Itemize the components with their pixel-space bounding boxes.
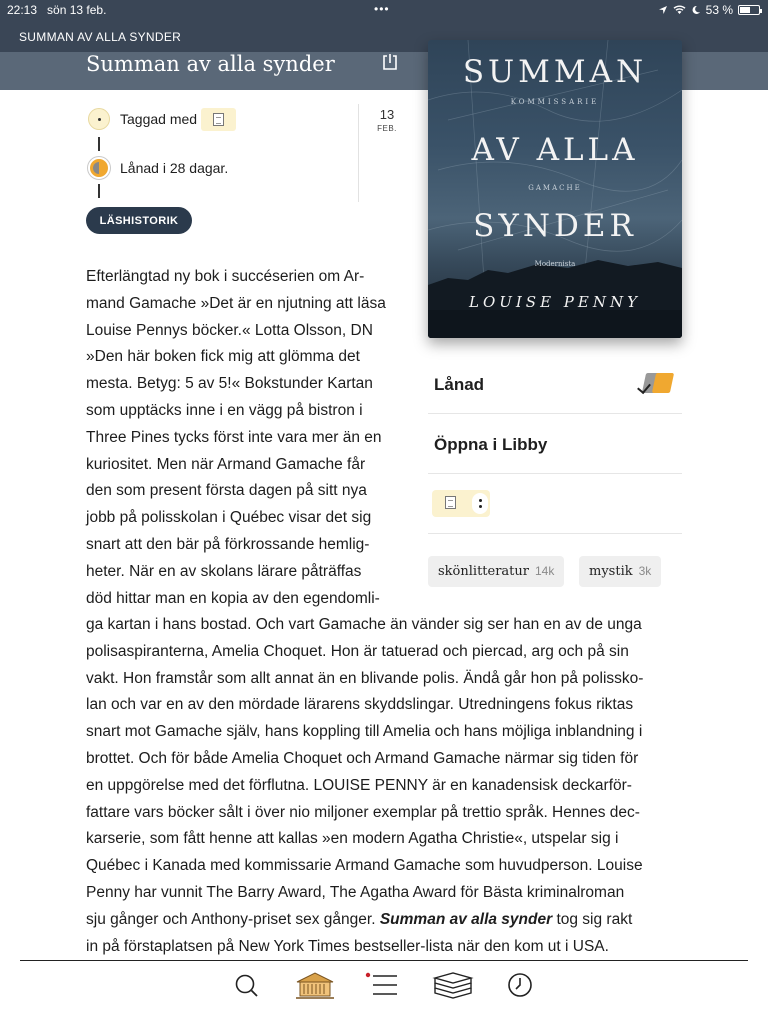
loan-check-icon [644,373,674,395]
status-time [7,3,106,17]
divider [358,104,359,202]
search-tab[interactable] [232,970,272,1004]
loan-status-row[interactable] [428,354,682,414]
menu-tab[interactable] [364,970,404,1004]
open-in-libby-label: Öppna i Libby [434,435,548,454]
description-line: mesta. Betyg: 5 av 5!« Bokstunder Kartan [86,375,373,393]
description-line: Louise Pennys böcker.« Lotta Olsson, DN [86,321,373,339]
description-line [86,907,686,934]
description-line: brottet. Och för både Amelia Choquet och Armand Gamache närmar sig tiden för [86,749,639,767]
tag-pill[interactable] [432,490,490,517]
moon-icon [691,5,701,15]
more-options-icon[interactable] [472,493,488,514]
tag-chip[interactable] [201,108,236,131]
genre-tag[interactable] [579,556,661,587]
genre-tag[interactable] [428,556,564,587]
cover-publisher: Modernista [534,260,576,268]
book-cover[interactable] [428,40,682,338]
toolbar-divider [20,960,748,961]
description-line: Three Pines tycks först inte vara mer än en [86,428,382,446]
genre-label: mystik [589,564,633,579]
description-wide [86,612,686,960]
activity-timeline [84,104,364,244]
genre-label: skönlitteratur [438,564,529,579]
description-line: den som present första dagen på sitt nya [86,482,367,500]
document-icon [213,113,224,126]
genre-count: 14k [534,564,555,578]
status-bar [0,0,768,20]
menu-icon [364,970,400,1000]
document-icon [445,496,456,509]
description-book-title: Summan av alla synder [379,910,553,928]
description-line: fattare vars böcker sålt i över nio miljoner exemplar på trettio språk. Hennes dec- [86,803,640,821]
shelf-tab[interactable] [432,970,472,1004]
reading-history-button[interactable]: LÄSHISTORIK [86,207,192,234]
description-line: lan och var en av den mördade lärarens skyddslingar. Utredningens fokus riktas [86,696,634,714]
description-line: polisaspiranterna, Amelia Choquet. Hon är tatuerad och piercad, arg och på sin [86,642,629,660]
description-line: som upptäcks inne i en vägg på bistron i [86,401,363,419]
cover-series-label: KOMMISSARIE [510,98,600,106]
description-line: Efterlängtad ny bok i succéserien om Ar- [86,268,365,285]
status-date: sön 13 feb. [47,3,107,17]
description-line: Penny har vunnit The Barry Award, The Agatha Award för Bästa kriminalroman [86,883,625,901]
description-narrow [86,264,416,612]
location-icon [658,5,668,15]
battery-icon [738,5,760,15]
description-line: karserie, som fått henne att kallas »en modern Agatha Christie«, utspelar sig i [86,830,619,848]
description-line: »Den här boken fick mig att glömma det [86,348,360,366]
history-icon [506,970,536,1000]
shelf-icon [432,970,474,1000]
cover-title-line2: AV ALLA [471,132,639,168]
search-icon [232,970,262,1000]
timeline-connector [98,184,100,198]
open-in-libby-row[interactable] [428,414,682,474]
tagged-label: Taggad med [120,111,198,127]
loan-status-label: Lånad [434,375,485,394]
description-line: mand Gamache »Det är en njutning att läsa [86,294,386,312]
genre-count: 3k [638,564,652,578]
description-line: en uppgörelse med det förflutna. LOUISE PENNY är en kanadensisk deckarför- [86,776,632,794]
description-line: snart att den bär på förkrossande hemlig- [86,535,370,553]
description-line: ga kartan i hans bostad. Och vart Gamache än vänder sig ser han en av de unga [86,616,642,633]
cover-title-line3: SYNDER [473,208,637,244]
book-title: Summan av alla synder [86,52,335,76]
share-icon[interactable] [380,52,400,72]
multitask-dots[interactable]: ••• [374,2,390,16]
description-line: död hittar man en kopia av den egendomli- [86,589,380,607]
wifi-icon [673,5,686,15]
date-day: 13 [379,107,395,122]
description-text: sju gånger och Anthony-priset sex gånger. [86,910,380,928]
tag-row [428,474,682,534]
history-tab[interactable] [506,970,546,1004]
description-line: in på förstaplatsen på New York Times bestseller-lista när den kom ut i USA. [86,937,609,955]
description-line: vakt. Hon framstår som allt annat än en blivande polis. Ändå går hon på polissko- [86,669,644,687]
date-month: FEB. [377,124,397,133]
description-line: jobb på polisskolan i Québec visar det sig [86,509,372,527]
timeline-connector [98,137,100,151]
description-line: Québec i Kanada med kommissarie Armand Gamache som huvudperson. Louise [86,857,643,875]
description-line: kuriositet. Men när Armand Gamache får [86,455,366,473]
cover-author: LOUISE PENNY [468,293,641,311]
description-text: tog sig rakt [552,910,633,928]
loan-duration: Lånad i 28 dagar. [120,160,229,176]
cover-series-name: GAMACHE [528,184,582,192]
battery-percent: 53 % [705,3,733,17]
tag-dot-icon [88,108,110,130]
nav-title: SUMMAN AV ALLA SYNDER [19,30,182,44]
clock: 22:13 [7,3,38,17]
library-tab[interactable] [294,970,334,1004]
description-line: snart mot Gamache själv, hans koppling till Amelia och hans möjliga inblandning i [86,723,643,741]
description-line: heter. När en av skolans lärare påträffas [86,562,362,580]
cover-title-line1: SUMMAN [462,54,648,90]
status-right [658,3,760,17]
library-icon [294,970,336,1002]
loan-dot-icon [88,157,110,179]
